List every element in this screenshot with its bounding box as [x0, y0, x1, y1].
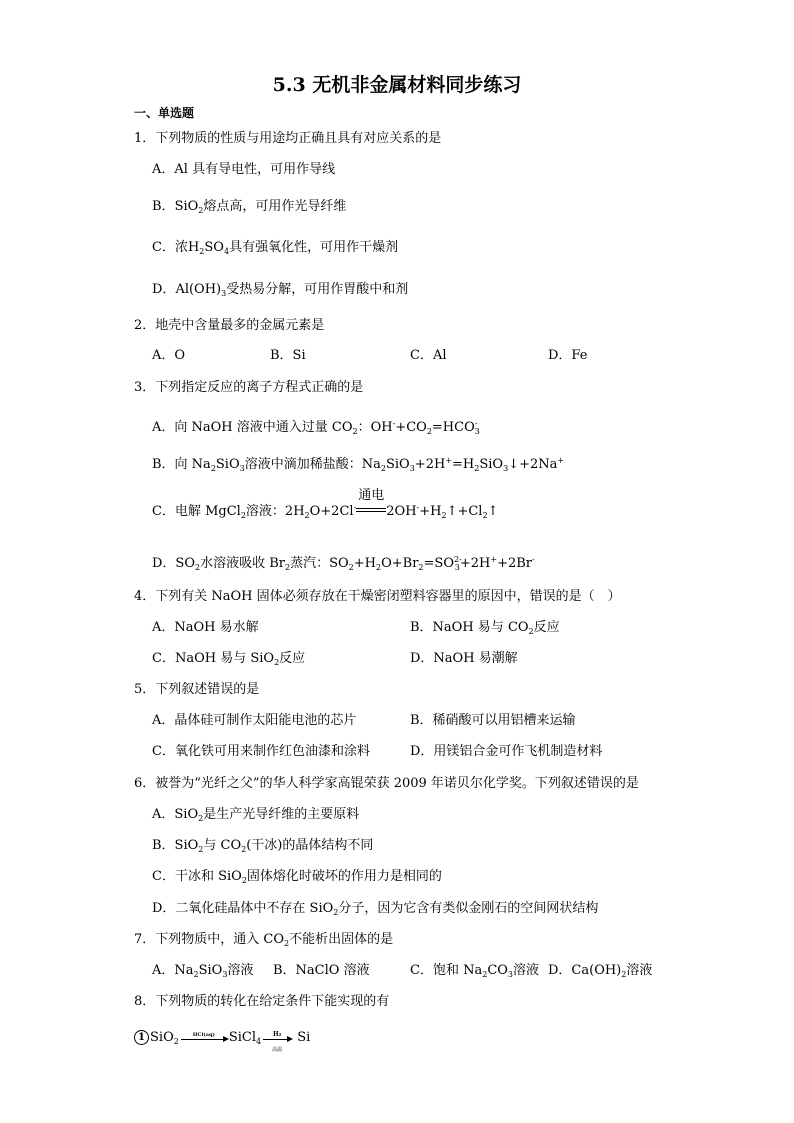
- question-1-option-c: C．浓$H_2SO_4$具有强氧化性，可用作干燥剂: [152, 240, 399, 256]
- question-5-option-c: C．氧化铁可用来制作红色油漆和涂料: [152, 744, 370, 759]
- question-5-stem: 5．下列叙述错误的是: [134, 682, 260, 697]
- question-8-item-1: 1 SiO$_2$ HCl(aq) SiCl$_4$ H₂ 高温 Si: [134, 1029, 310, 1051]
- question-4-stem: 4．下列有关 NaOH 固体必须存放在干燥密闭塑料容器里的原因中，错误的是（ ）: [134, 589, 621, 604]
- question-2-option-c: C．Al: [410, 348, 447, 363]
- question-7-stem: 7．下列物质中，通入 $CO_2$不能析出固体的是: [134, 932, 394, 948]
- reaction-arrow-1: HCl(aq): [179, 1029, 229, 1047]
- question-2-option-d: D．Fe: [548, 348, 588, 363]
- question-6-option-b: B．SiO$_2$与 $CO_2$(干冰)的晶体结构不同: [152, 838, 374, 854]
- question-6-stem: 6．被誉为“光纤之父”的华人科学家高锟荣获 2009 年诺贝尔化学奖。下列叙述错误的是: [134, 776, 639, 791]
- question-5-option-a: A．晶体硅可制作太阳能电池的芯片: [152, 713, 357, 728]
- electrolysis-condition: 通电: [356, 499, 386, 517]
- question-3-option-c: C．电解 MgCl$_2$溶液：$2H_2O+2Cl^-$ 通电 $2OH^-+H_2↑+Cl_2↑$: [152, 488, 499, 520]
- question-7-option-d: D．$Ca(OH)_2$溶液: [548, 963, 653, 979]
- question-1-option-b: B．SiO$_2$熔点高，可用作光导纤维: [152, 199, 347, 215]
- question-7-option-a: A．$Na_2SiO_3$溶液: [152, 963, 254, 979]
- question-4-option-d: D．NaOH 易潮解: [410, 651, 518, 666]
- question-5-option-d: D．用镁铝合金可作飞机制造材料: [410, 744, 603, 759]
- question-3-option-d: D．$SO_2$水溶液吸收 $Br_2$蒸汽：$SO_2+H_2O+Br_2=SO^{2-}_3+2H^++2Br^-$: [152, 555, 535, 572]
- question-4-option-c: C．NaOH 易与 SiO$_2$反应: [152, 651, 306, 667]
- question-1-option-d: D．$Al(OH)_3$受热易分解，可用作胃酸中和剂: [152, 282, 409, 298]
- question-7-option-c: C．饱和 $Na_2CO_3$溶液: [410, 963, 540, 979]
- question-2-stem: 2．地壳中含量最多的金属元素是: [134, 318, 325, 333]
- question-1-stem: 1．下列物质的性质与用途均正确且具有对应关系的是: [134, 131, 442, 146]
- question-3-option-a: A．向 NaOH 溶液中通入过量 $CO_2$：$OH^-+CO_2=HCO_3^-$: [152, 419, 480, 436]
- question-5-option-b: B．稀硝酸可以用铝槽来运输: [410, 713, 576, 728]
- question-7-option-b: B．NaClO 溶液: [273, 963, 370, 978]
- question-2-option-a: A．O: [152, 348, 186, 363]
- question-4-option-a: A．NaOH 易水解: [152, 620, 259, 635]
- question-3-option-b: B．向 $Na_2SiO_3$溶液中滴加稀盐酸：$Na_2SiO_3+2H^+=H_2SiO_3↓+2Na^+$: [152, 456, 565, 473]
- page-title: 5.3 无机非金属材料同步练习: [272, 74, 522, 96]
- question-2-option-b: B．Si: [270, 348, 306, 363]
- section-heading: 一、单选题: [134, 106, 195, 120]
- reaction-arrow-2: H₂ 高温: [261, 1029, 293, 1047]
- question-8-stem: 8．下列物质的转化在给定条件下能实现的有: [134, 994, 390, 1009]
- question-4-option-b: B．NaOH 易与 $CO_2$反应: [410, 620, 560, 636]
- question-3-stem: 3．下列指定反应的离子方程式正确的是: [134, 380, 364, 395]
- question-1-option-a: A．Al 具有导电性，可用作导线: [152, 162, 336, 177]
- question-6-option-d: D．二氧化硅晶体中不存在 SiO$_2$分子，因为它含有类似金刚石的空间网状结构: [152, 901, 599, 917]
- circled-number-1: 1: [134, 1030, 149, 1045]
- question-6-option-c: C．干冰和 SiO$_2$固体熔化时破坏的作用力是相同的: [152, 869, 442, 885]
- question-6-option-a: A．SiO$_2$是生产光导纤维的主要原料: [152, 807, 360, 823]
